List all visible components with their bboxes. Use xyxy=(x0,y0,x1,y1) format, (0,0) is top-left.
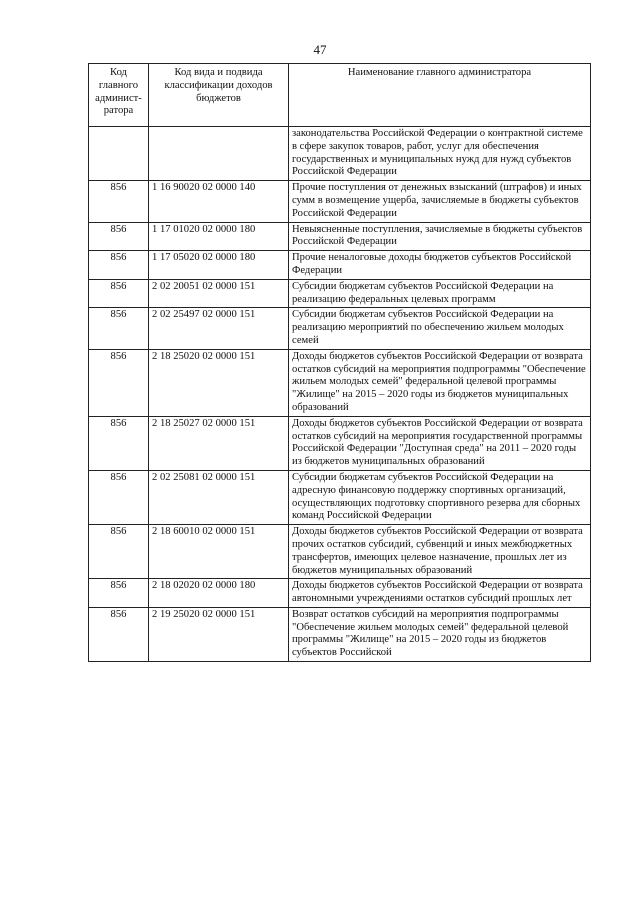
classification-code-cell xyxy=(149,127,289,181)
header-admin-code: Код главного админист-ратора xyxy=(89,64,149,127)
admin-name-cell: Субсидии бюджетам субъектов Российской Федерации на реализацию федеральных целевых программ xyxy=(289,279,591,308)
revenue-administrator-table xyxy=(88,63,591,662)
admin-code-cell: 856 xyxy=(89,525,149,579)
classification-code-cell: 2 18 25027 02 0000 151 xyxy=(149,416,289,470)
table-row xyxy=(89,416,591,470)
table-body xyxy=(89,127,591,662)
classification-code-cell: 1 17 01020 02 0000 180 xyxy=(149,222,289,251)
table-row xyxy=(89,308,591,349)
classification-code-cell: 2 19 25020 02 0000 151 xyxy=(149,607,289,661)
table-row xyxy=(89,607,591,661)
classification-code-cell: 2 02 20051 02 0000 151 xyxy=(149,279,289,308)
table-row xyxy=(89,470,591,524)
admin-code-cell: 856 xyxy=(89,181,149,222)
table-row xyxy=(89,349,591,416)
table-row xyxy=(89,279,591,308)
table-row xyxy=(89,251,591,280)
admin-name-cell: Субсидии бюджетам субъектов Российской Федерации на адресную финансовую поддержку спортивных организаций, осуществляющих подготовку спортивного резерва для сборных команд Российской Федерации xyxy=(289,470,591,524)
admin-code-cell: 856 xyxy=(89,251,149,280)
admin-name-cell: Возврат остатков субсидий на мероприятия подпрограммы "Обеспечение жильем молодых семей" федеральной целевой программы "Жилище" на 2015 – 2020 годы из бюджетов субъектов Российской xyxy=(289,607,591,661)
table-row xyxy=(89,127,591,181)
admin-name-cell: законодательства Российской Федерации о контрактной системе в сфере закупок товаров, работ, услуг для обеспечения государственных и муниципальных нужд для нужд субъектов Российской Федерации xyxy=(289,127,591,181)
admin-name-cell: Прочие неналоговые доходы бюджетов субъектов Российской Федерации xyxy=(289,251,591,280)
admin-code-cell: 856 xyxy=(89,222,149,251)
admin-code-cell: 856 xyxy=(89,607,149,661)
admin-code-cell: 856 xyxy=(89,279,149,308)
table-row xyxy=(89,222,591,251)
table-header-row xyxy=(89,64,591,127)
table-row xyxy=(89,525,591,579)
admin-code-cell: 856 xyxy=(89,470,149,524)
table-header xyxy=(89,64,591,127)
classification-code-cell: 2 02 25081 02 0000 151 xyxy=(149,470,289,524)
admin-code-cell: 856 xyxy=(89,579,149,608)
admin-name-cell: Доходы бюджетов субъектов Российской Федерации от возврата остатков субсидий на мероприятия государственной программы Российской Федерации "Доступная среда" на 2011 – 2020 годы из бюджетов муниципальных образований xyxy=(289,416,591,470)
classification-code-cell: 2 18 25020 02 0000 151 xyxy=(149,349,289,416)
admin-name-cell: Доходы бюджетов субъектов Российской Федерации от возврата остатков субсидий на мероприятия подпрограммы "Обеспечение жильем молодых семей" федеральной целевой программы "Жилище" на 2015 – 2020 годы из бюджетов муниципальных образований xyxy=(289,349,591,416)
classification-code-cell: 2 02 25497 02 0000 151 xyxy=(149,308,289,349)
classification-code-cell: 2 18 02020 02 0000 180 xyxy=(149,579,289,608)
admin-code-cell: 856 xyxy=(89,349,149,416)
admin-name-cell: Доходы бюджетов субъектов Российской Федерации от возврата автономными учреждениями остатков субсидий прошлых лет xyxy=(289,579,591,608)
classification-code-cell: 2 18 60010 02 0000 151 xyxy=(149,525,289,579)
admin-code-cell: 856 xyxy=(89,308,149,349)
classification-code-cell: 1 16 90020 02 0000 140 xyxy=(149,181,289,222)
admin-name-cell: Невыясненные поступления, зачисляемые в бюджеты субъектов Российской Федерации xyxy=(289,222,591,251)
admin-name-cell: Прочие поступления от денежных взысканий (штрафов) и иных сумм в возмещение ущерба, зачисляемые в бюджеты субъектов Российской Федерации xyxy=(289,181,591,222)
header-admin-name: Наименование главного администратора xyxy=(289,64,591,127)
admin-code-cell: 856 xyxy=(89,416,149,470)
classification-code-cell: 1 17 05020 02 0000 180 xyxy=(149,251,289,280)
table-row xyxy=(89,181,591,222)
admin-name-cell: Доходы бюджетов субъектов Российской Федерации от возврата прочих остатков субсидий, субвенций и иных межбюджетных трансфертов, имеющих целевое назначение, прошлых лет из бюджетов муниципальных образований xyxy=(289,525,591,579)
header-classification-code: Код вида и подвида классификации доходов бюджетов xyxy=(149,64,289,127)
admin-name-cell: Субсидии бюджетам субъектов Российской Федерации на реализацию мероприятий по обеспечению жильем молодых семей xyxy=(289,308,591,349)
table-row xyxy=(89,579,591,608)
admin-code-cell xyxy=(89,127,149,181)
page-number: 47 xyxy=(313,42,327,57)
